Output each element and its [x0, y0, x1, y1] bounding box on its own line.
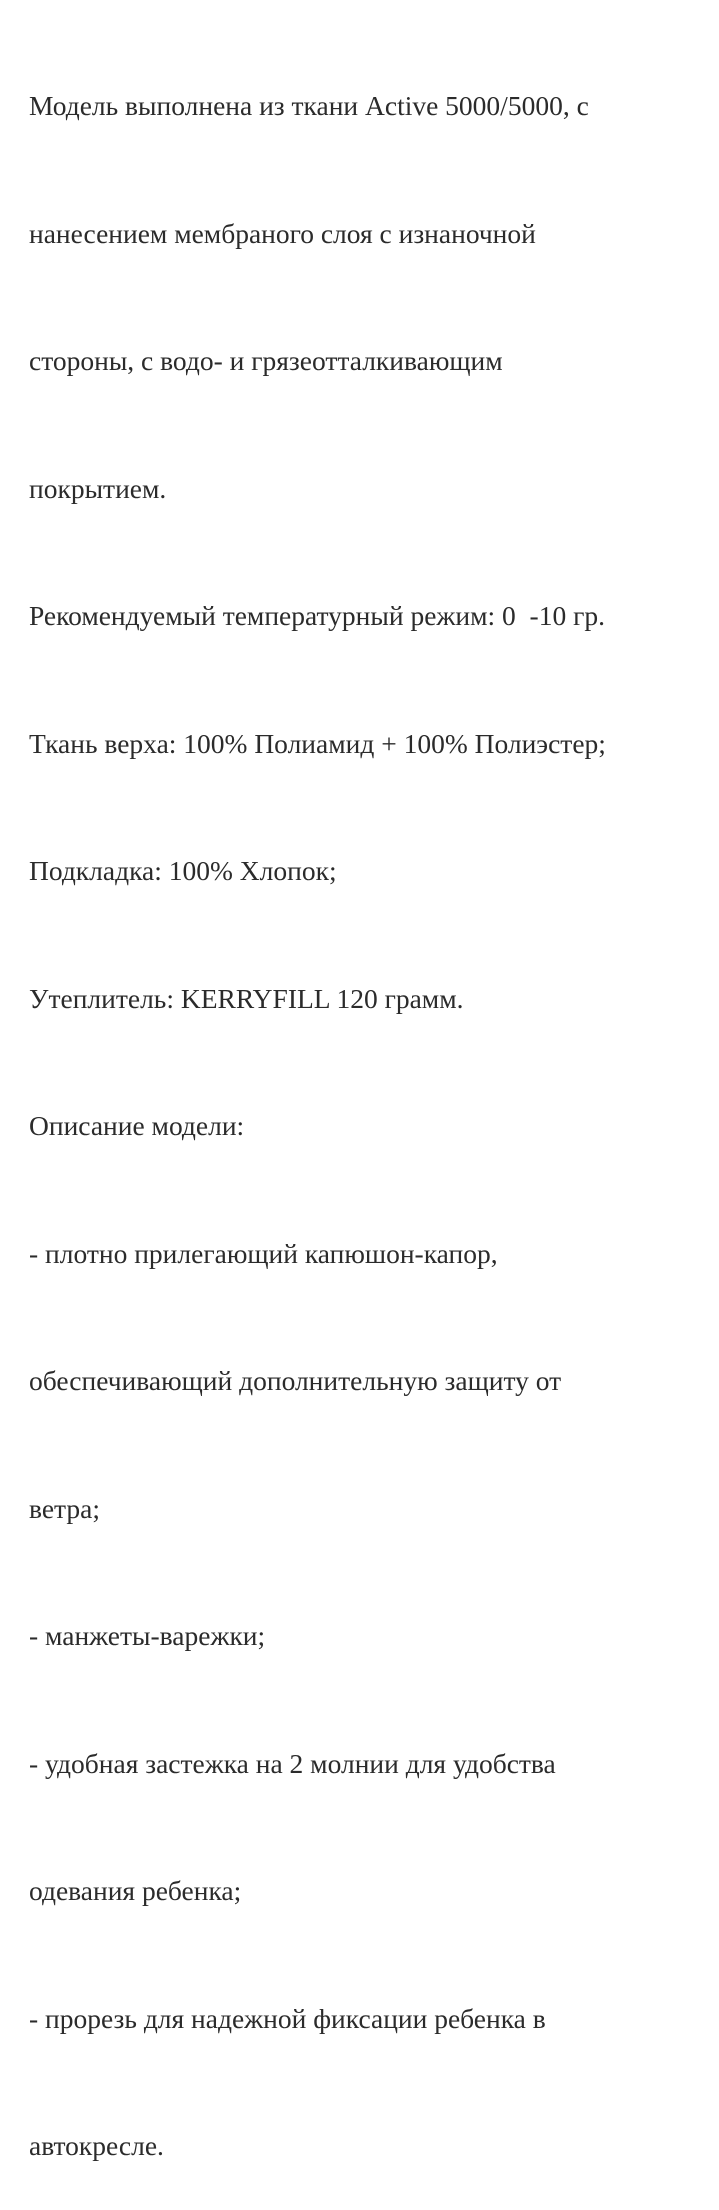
feature-line: - манжеты-варежки; [29, 1620, 266, 1651]
description-line: стороны, с водо- и грязеотталкивающим [29, 345, 503, 376]
product-description [29, 0, 709, 2210]
insulation-line: Утеплитель: KERRYFILL 120 грамм. [29, 982, 464, 1014]
feature-line: - плотно прилегающий капюшон-капор, [29, 1237, 498, 1269]
temperature-line: Рекомендуемый температурный режим: 0 -10 гр. [29, 600, 605, 631]
feature-line: одевания ребенка; [29, 1875, 242, 1906]
model-description-heading: Описание модели: [29, 1110, 245, 1141]
description-line: покрытием. [29, 472, 167, 504]
feature-line: - прорезь для надежной фиксации ребенка в [29, 2002, 546, 2034]
description-line: Модель выполнена из ткани Active 5000/5000, с [29, 90, 589, 121]
description-line: нанесением мембраного слоя с изнаночной [29, 217, 536, 249]
feature-line: ветра; [29, 1492, 100, 1524]
feature-line: - удобная застежка на 2 молнии для удобства [29, 1747, 556, 1779]
lining-line: Подкладка: 100% Хлопок; [29, 855, 337, 886]
outer-fabric-line: Ткань верха: 100% Полиамид + 100% Полиэстер; [29, 727, 606, 759]
feature-line: автокресле. [29, 2130, 164, 2161]
feature-line: обеспечивающий дополнительную защиту от [29, 1365, 562, 1396]
